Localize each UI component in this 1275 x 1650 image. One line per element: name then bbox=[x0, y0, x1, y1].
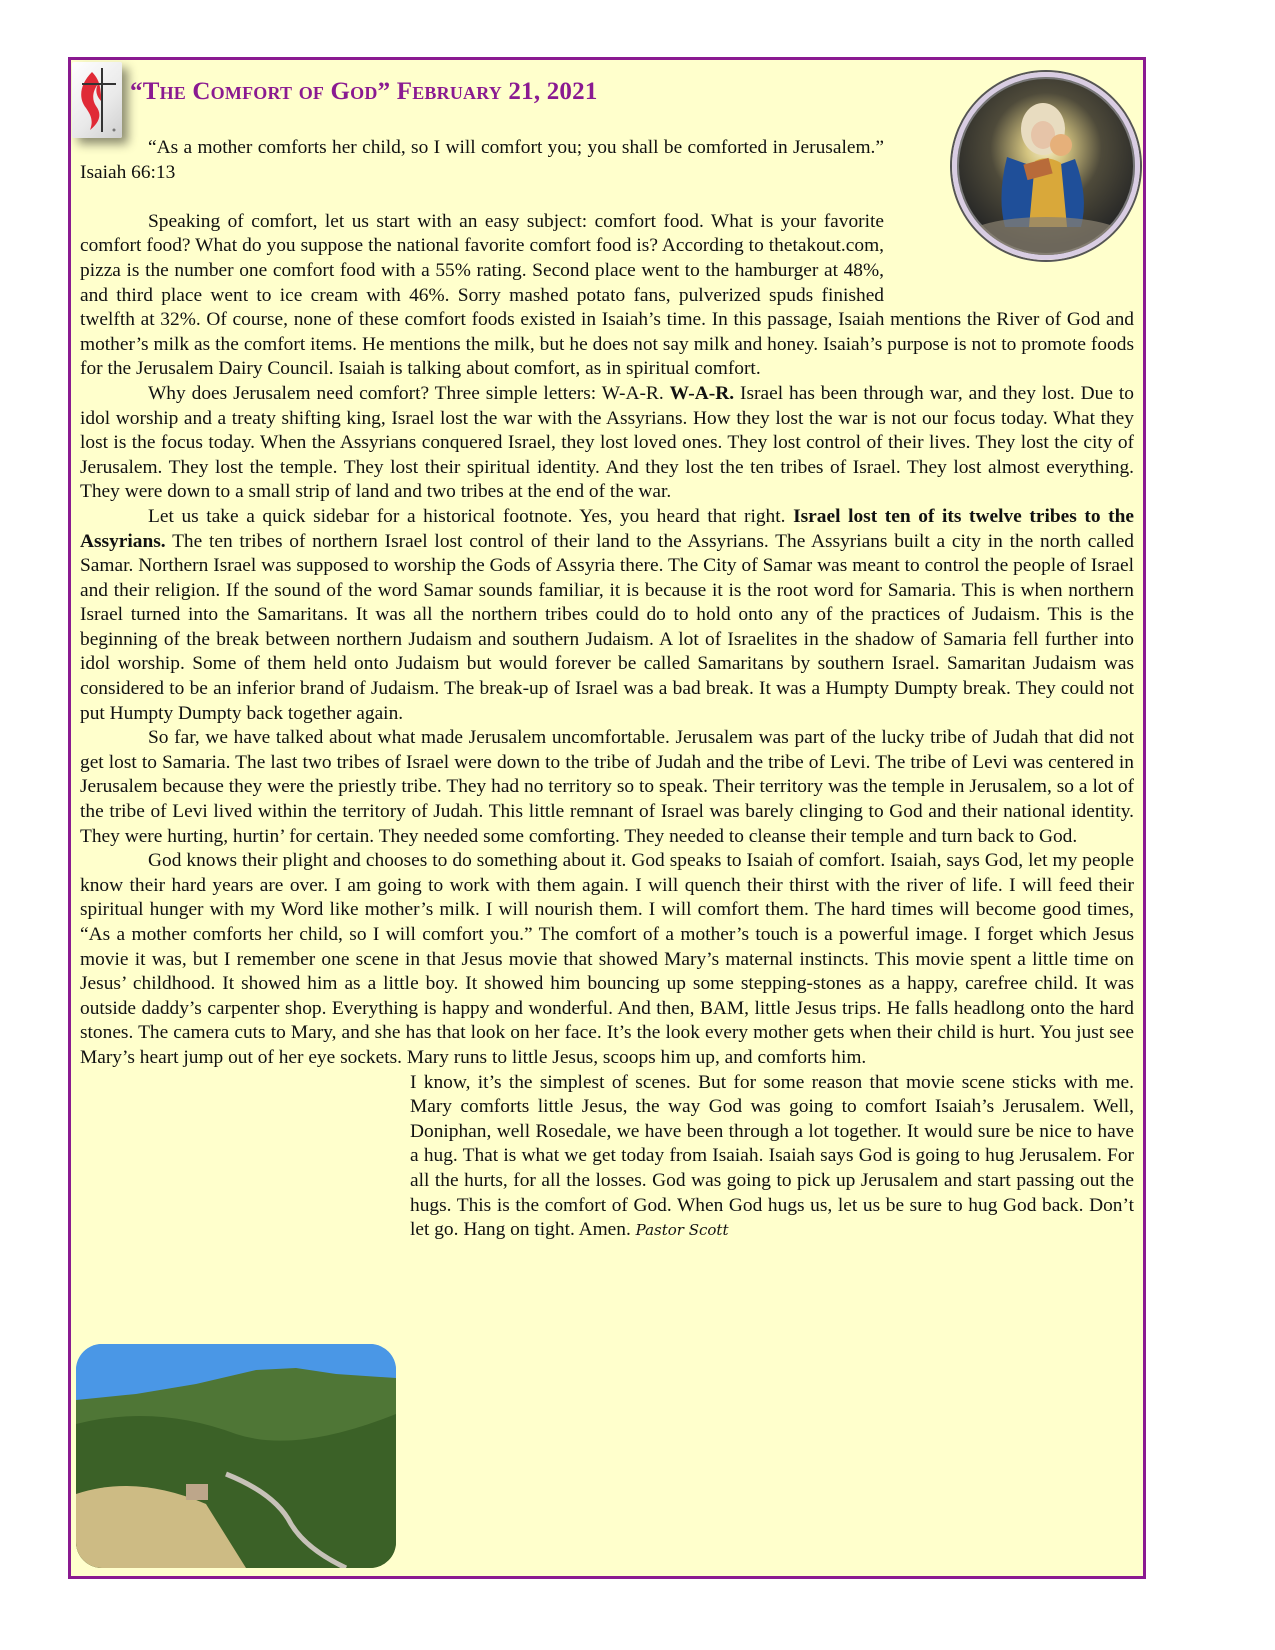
paragraph-judah-levi: So far, we have talked about what made Jerusalem uncomfortable. Jerusalem was part of the lucky tribe of Judah that did not get lost to Samaria. The last two tribes of Israel were down to the tribe of Judah and the tribe of Levi. The tribe of Levi was centered in Jerusalem because they were the priestly tribe. They had no territory so to speak. Their territory was the temple in Jerusalem, so a lot of the tribe of Levi lived within the territory of Judah. This little remnant of Israel was barely clinging to God and their national identity. They were hurting, hurtin’ for certain. They needed some comforting. They needed to cleanse their temple and turn back to God. bbox=[80, 727, 1134, 847]
paragraph-conclusion-text: I know, it’s the simplest of scenes. But for some reason that movie scene sticks with me. Mary comforts little Jesus, the way God was going to comfort Isaiah’s Jerusalem. Well, Doniphan, well Rosedale, we have been through a lot together. It would sure be nice to have a hug. That is what we get today from Isaiah. Isaiah says God is going to hug Jerusalem. For all the hurts, for all the losses. God was going to pick up Jerusalem and start passing out the hugs. This is the comfort of God. When God hugs us, let us be sure to hug God back. Don’t let go. Hang on tight. Amen. bbox=[410, 1071, 1134, 1241]
paragraph-sidebar-bold: Israel lost ten of its twelve tribes to the Assyrians. bbox=[80, 505, 1134, 552]
paragraph-war bbox=[80, 382, 1134, 505]
paragraph-sidebar bbox=[80, 505, 1134, 726]
paragraph-war-text-b: Israel has been through war, and they lost. Due to idol worship and a treaty shifting king, Israel lost the war with the Assyrians. How they lost the war is not our focus today. What they lost is the focus today. When the Assyrians conquered Israel, they lost loved ones. They lost control of their lives. They lost the city of Jerusalem. They lost the temple. They lost their spiritual identity. And they lost the ten tribes of Israel. They lost almost everything. They were down to a small strip of land and two tribes at the end of the war. bbox=[80, 382, 1134, 503]
landscape-photo bbox=[76, 1344, 396, 1568]
cross-and-flame-icon bbox=[72, 62, 122, 138]
paragraph-war-text-a: Why does Jerusalem need comfort? Three simple letters: W-A-R. bbox=[148, 382, 670, 404]
medallion-spacer bbox=[884, 136, 1134, 308]
photo-spacer bbox=[80, 1075, 406, 1307]
paragraph-sidebar-text-a: Let us take a quick sidebar for a historical footnote. Yes, you heard that right. bbox=[148, 505, 794, 527]
paragraph-war-bold: W-A-R. bbox=[669, 382, 735, 404]
article-body bbox=[80, 136, 1134, 1307]
scripture-quote: “As a mother comforts her child, so I will comfort you; you shall be comforted in Jerusalem.” Isaiah 66:13 bbox=[80, 137, 884, 183]
paragraph-god-comforts: God knows their plight and chooses to do something about it. God speaks to Isaiah of comfort. Isaiah, says God, let my people know their hard years are over. I am going to work with them again. I will quench their thirst with the river of life. I will feed their spiritual hunger with my Word like mother’s milk. I will nourish them. I will comfort them. The hard times will become good times, “As a mother comforts her child, so I will comfort you.” The comfort of a mother’s touch is a powerful image. I forget which Jesus movie it was, but I remember one scene in that Jesus movie that showed Mary’s maternal instincts. This movie spent a little time on Jesus’ childhood. It showed him as a little boy. It showed him bouncing up some stepping-stones as a happy, carefree child. It was outside daddy’s carpenter shop. Everything is happy and wonderful. And then, BAM, little Jesus trips. He falls headlong onto the hard stones. The camera cuts to Mary, and she has that look on her face. It’s the look every mother gets when their child is hurt. You just see Mary’s heart jump out of her eye sockets. Mary runs to little Jesus, scoops him up, and comforts him. bbox=[80, 850, 1134, 1068]
page-title: “The Comfort of God” February 21, 2021 bbox=[130, 78, 598, 105]
signature: Pastor Scott bbox=[635, 1221, 729, 1240]
paragraph-comfort-food: Speaking of comfort, let us start with an easy subject: comfort food. What is your favorite comfort food? What do you suppose the national favorite comfort food is? According to thetakout.com, pizza is the number one comfort food with a 55% rating. Second place went to the hamburger at 48%, and third place went to ice cream with 46%. Sorry mashed potato fans, pulverized spuds finished twelfth at 32%. Of course, none of these comfort foods existed in Isaiah’s time. In this passage, Isaiah mentions the River of God and mother’s milk as the comfort items. He mentions the milk, but he does not say milk and honey. Isaiah’s purpose is not to promote foods for the Jerusalem Dairy Council. Isaiah is talking about comfort, as in spiritual comfort. bbox=[80, 210, 1134, 380]
paragraph-sidebar-text-b: The ten tribes of northern Israel lost control of their land to the Assyrians. The Assyrians built a city in the north called Samar. Northern Israel was supposed to worship the Gods of Assyria there. The City of Samar was meant to control the people of Israel and their religion. If the sound of the word Samar sounds familiar, it is because it is the root word for Samaria. This is when northern Israel turned into the Samaritans. It was all the northern tribes could do to hold onto any of the practices of Judaism. This is the beginning of the break between northern Judaism and southern Judaism. A lot of Israelites in the shadow of Samaria fell further into idol worship. Some of them held onto Judaism but would forever be called Samaritans by southern Israel. Samaritan Judaism was considered to be an inferior brand of Judaism. The break-up of Israel was a bad break. It was a Humpty Dumpty break. They could not put Humpty Dumpty back together again. bbox=[80, 530, 1134, 724]
